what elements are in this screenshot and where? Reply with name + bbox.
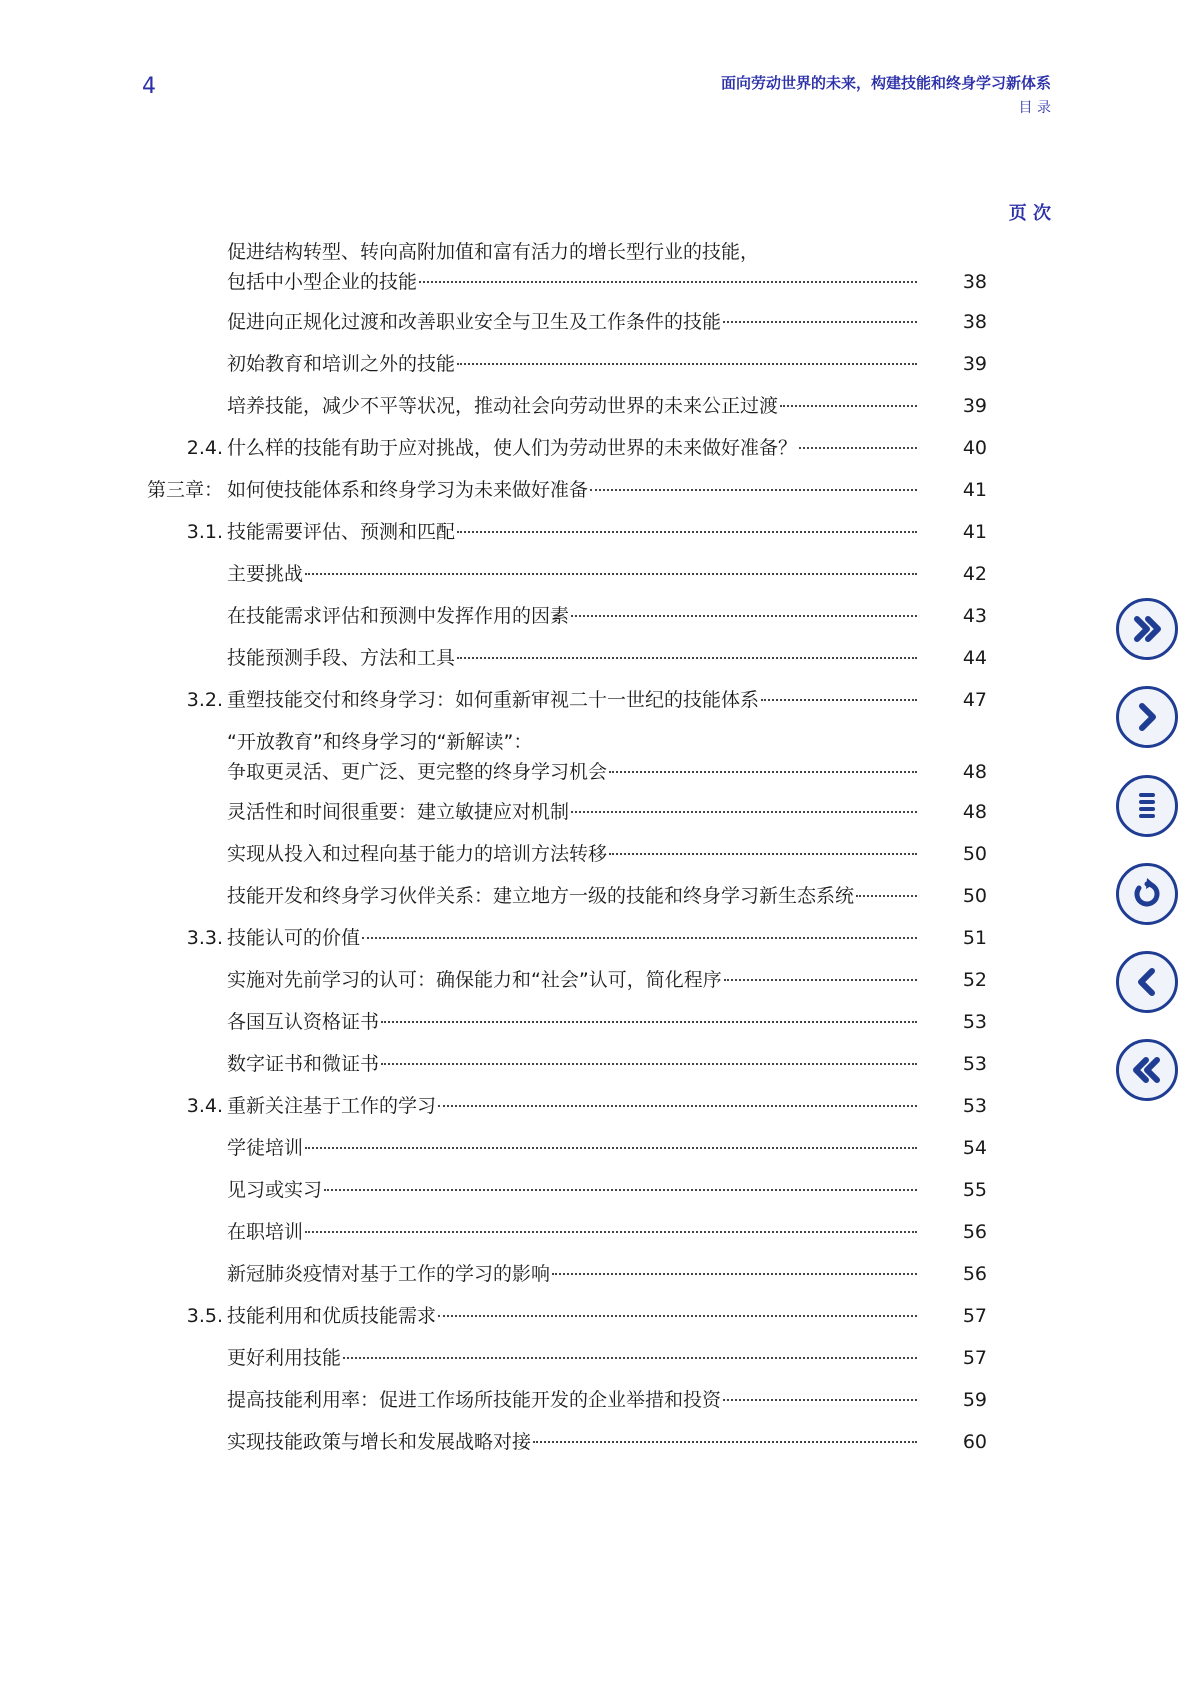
toc-entry-page: 57	[962, 1305, 987, 1327]
toc-entry-page: 52	[962, 969, 987, 991]
dot-leader	[609, 852, 917, 855]
toc-entry-page: 59	[962, 1389, 987, 1411]
toc-entry-page: 41	[962, 521, 987, 543]
rotate-arrow-icon	[1127, 874, 1167, 914]
toc-entry-page: 57	[962, 1347, 987, 1369]
toc-entry-title: 技能需要评估、预测和匹配	[227, 521, 456, 543]
toc-entry-title: 技能预测手段、方法和工具	[227, 647, 456, 669]
dot-leader	[324, 1188, 917, 1191]
toc-entry-page: 44	[962, 647, 987, 669]
toc-entry-number: 第三章：	[146, 479, 223, 501]
toc-entry-title: 培养技能，减少不平等状况，推动社会向劳动世界的未来公正过渡	[227, 395, 779, 417]
go-back-button[interactable]	[1116, 863, 1178, 925]
toc-entry-page: 56	[962, 1263, 987, 1285]
toc-entry-number: 3.5.	[186, 1305, 223, 1327]
toc-entry-page: 51	[962, 927, 987, 949]
toc-entry-title: 在职培训	[227, 1221, 304, 1243]
dot-leader	[761, 698, 917, 701]
dot-leader	[305, 572, 917, 575]
toc-entry-page: 48	[962, 801, 987, 823]
toc-entry-title: 实施对先前学习的认可：确保能力和“社会”认可，简化程序	[227, 969, 722, 991]
toc-entry-page: 60	[962, 1431, 987, 1453]
table-of-contents-button[interactable]	[1116, 775, 1178, 837]
toc-entry-title: 灵活性和时间很重要：建立敏捷应对机制	[227, 801, 570, 823]
toc-entry-title: 数字证书和微证书	[227, 1053, 380, 1075]
section-label: 目 录	[1018, 100, 1051, 116]
toc-entry-title: 见习或实习	[227, 1179, 323, 1201]
next-page-button[interactable]	[1116, 686, 1178, 748]
toc-entry-page: 48	[962, 761, 987, 783]
first-page-button[interactable]	[1116, 1039, 1178, 1101]
dot-leader	[533, 1440, 917, 1443]
toc-entry-title: 重新关注基于工作的学习	[227, 1095, 437, 1117]
toc-entry-title: 重塑技能交付和终身学习：如何重新审视二十一世纪的技能体系	[227, 689, 760, 711]
toc-entry-page: 43	[962, 605, 987, 627]
toc-entry-number: 3.1.	[186, 521, 223, 543]
last-page-button[interactable]	[1116, 598, 1178, 660]
previous-page-button[interactable]	[1116, 951, 1178, 1013]
dot-leader	[856, 894, 917, 897]
dot-leader	[571, 614, 917, 617]
dot-leader	[780, 404, 917, 407]
dot-leader	[457, 656, 917, 659]
toc-entry-number: 3.3.	[186, 927, 223, 949]
chevron-left-icon	[1127, 962, 1167, 1002]
dot-leader	[723, 320, 917, 323]
dot-leader	[362, 936, 917, 939]
toc-entry-title: 学徒培训	[227, 1137, 304, 1159]
toc-entry-title: 提高技能利用率：促进工作场所技能开发的企业举措和投资	[227, 1389, 722, 1411]
toc-entry-title: 各国互认资格证书	[227, 1011, 380, 1033]
dot-leader	[724, 978, 917, 981]
toc-entry-page: 38	[962, 311, 987, 333]
page-number: 4	[142, 74, 156, 99]
toc-entry-page: 40	[962, 437, 987, 459]
toc-entry-page: 54	[962, 1137, 987, 1159]
toc-entry-title: 促进结构转型、转向高附加值和富有活力的增长型行业的技能，	[227, 241, 760, 263]
toc-entry-title: “开放教育”和终身学习的“新解读”：	[227, 731, 533, 753]
dot-leader	[381, 1062, 917, 1065]
toc-entry-page: 41	[962, 479, 987, 501]
page-column-label: 页 次	[1008, 203, 1051, 224]
dot-leader	[723, 1398, 917, 1401]
dot-leader	[381, 1020, 917, 1023]
chevron-right-icon	[1127, 697, 1167, 737]
menu-lines-icon	[1127, 786, 1167, 826]
dot-leader	[305, 1230, 917, 1233]
document-title: 面向劳动世界的未来，构建技能和终身学习新体系	[720, 74, 1051, 92]
dot-leader	[343, 1356, 917, 1359]
toc-entry-page: 53	[962, 1053, 987, 1075]
toc-entry-title: 争取更灵活、更广泛、更完整的终身学习机会	[227, 761, 608, 783]
toc-entry-title: 实现从投入和过程向基于能力的培训方法转移	[227, 843, 608, 865]
toc-entry-page: 42	[962, 563, 987, 585]
double-chevron-left-icon	[1127, 1050, 1167, 1090]
toc-entry-title: 实现技能政策与增长和发展战略对接	[227, 1431, 532, 1453]
dot-leader	[457, 362, 917, 365]
dot-leader	[438, 1314, 917, 1317]
dot-leader	[590, 488, 917, 491]
toc-entry-page: 47	[962, 689, 987, 711]
toc-entry-number: 2.4.	[186, 437, 223, 459]
toc-entry-page: 55	[962, 1179, 987, 1201]
toc-entry-title: 技能认可的价值	[227, 927, 361, 949]
toc-entry-title: 如何使技能体系和终身学习为未来做好准备	[227, 479, 589, 501]
toc-entry-number: 3.4.	[186, 1095, 223, 1117]
dot-leader	[609, 770, 917, 773]
toc-entry-title: 什么样的技能有助于应对挑战，使人们为劳动世界的未来做好准备？	[227, 437, 798, 459]
double-chevron-right-icon	[1127, 609, 1167, 649]
dot-leader	[438, 1104, 917, 1107]
toc-entry-page: 39	[962, 353, 987, 375]
toc-entry-page: 53	[962, 1011, 987, 1033]
toc-entry-title: 初始教育和培训之外的技能	[227, 353, 456, 375]
toc-entry-page: 38	[962, 271, 987, 293]
toc-entry-title: 更好利用技能	[227, 1347, 342, 1369]
toc-entry-title: 新冠肺炎疫情对基于工作的学习的影响	[227, 1263, 551, 1285]
dot-leader	[305, 1146, 917, 1149]
toc-entry-page: 53	[962, 1095, 987, 1117]
dot-leader	[419, 280, 917, 283]
dot-leader	[457, 530, 917, 533]
toc-entry-page: 39	[962, 395, 987, 417]
dot-leader	[571, 810, 917, 813]
toc-entry-page: 50	[962, 885, 987, 907]
toc-entry-title: 包括中小型企业的技能	[227, 271, 418, 293]
toc-entry-title: 促进向正规化过渡和改善职业安全与卫生及工作条件的技能	[227, 311, 722, 333]
toc-entry-title: 在技能需求评估和预测中发挥作用的因素	[227, 605, 570, 627]
toc-entry-title: 主要挑战	[227, 563, 304, 585]
toc-entry-title: 技能开发和终身学习伙伴关系：建立地方一级的技能和终身学习新生态系统	[227, 885, 855, 907]
dot-leader	[799, 446, 917, 449]
toc-entry-page: 56	[962, 1221, 987, 1243]
running-header	[721, 72, 1051, 119]
toc-entry-number: 3.2.	[186, 689, 223, 711]
dot-leader	[552, 1272, 917, 1275]
toc-entry-page: 50	[962, 843, 987, 865]
toc-entry-title: 技能利用和优质技能需求	[227, 1305, 437, 1327]
